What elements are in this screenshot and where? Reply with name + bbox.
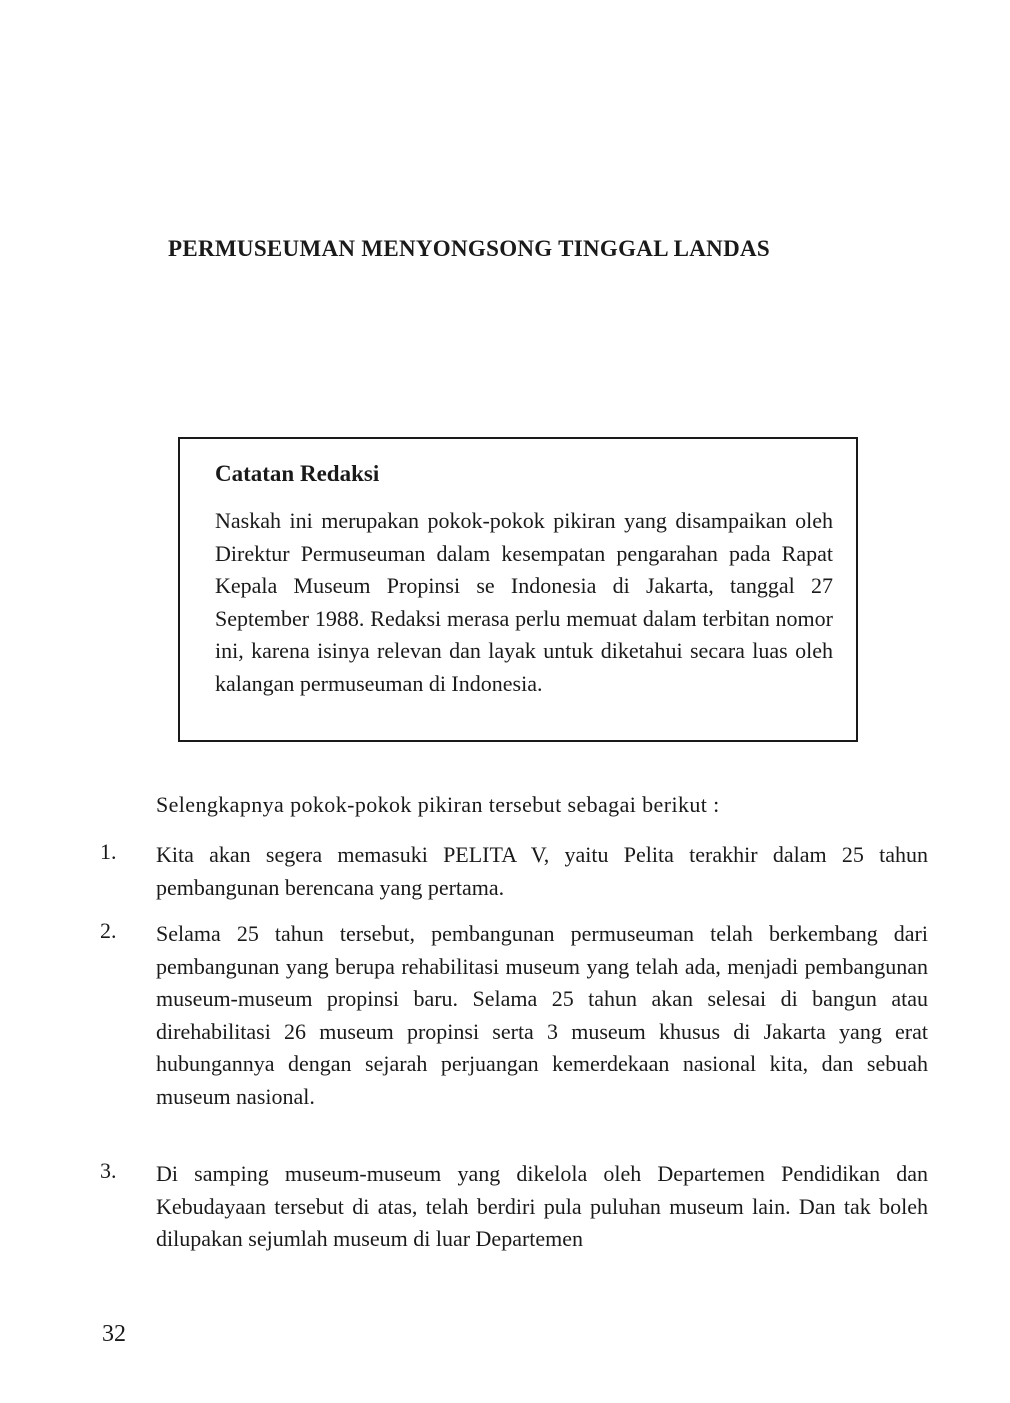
editorial-note-heading: Catatan Redaksi (215, 461, 380, 486)
list-item-number: 3. (100, 1158, 117, 1183)
list-item-number: 1. (100, 839, 117, 864)
editorial-note-body: Naskah ini merupakan pokok-pokok pikiran yang disampaikan oleh Direktur Permuseuman dalam kesempatan pengarahan pada Rapat Kepala Museum Propinsi se Indonesia di Jakarta, tanggal 27 September 1988. Redaksi merasa perlu memuat dalam terbitan nomor ini, karena isinya relevan dan layak untuk diketahui secara luas oleh kalangan permuseuman di Indonesia. (215, 508, 833, 696)
editorial-note-box (178, 437, 858, 742)
page-number: 32 (102, 1321, 126, 1347)
intro-paragraph: Selengkapnya pokok-pokok pikiran tersebut sebagai berikut : (156, 792, 720, 817)
list-item-text: Di samping museum-museum yang dikelola oleh Departemen Pendidikan dan Kebudayaan tersebut di atas, telah berdiri pula puluhan museum lain. Dan tak boleh dilupakan sejumlah museum di luar Departemen (156, 1161, 928, 1251)
list-item-text: Selama 25 tahun tersebut, pembangunan permuseuman telah berkembang dari pembangunan yang berupa rehabilitasi museum yang telah ada, menjadi pembangunan museum-museum propinsi baru. Selama 25 tahun akan selesai di bangun atau direhabilitasi 26 museum propinsi serta 3 museum khusus di Jakarta yang erat hubungannya dengan sejarah perjuangan kemerdekaan nasional kita, dan sebuah museum nasional. (156, 921, 928, 1109)
list-item-number: 2. (100, 918, 117, 943)
list-item-text: Kita akan segera memasuki PELITA V, yaitu Pelita terakhir dalam 25 tahun pembangunan berencana yang pertama. (156, 842, 928, 900)
page-title: PERMUSEUMAN MENYONGSONG TINGGAL LANDAS (168, 236, 770, 261)
